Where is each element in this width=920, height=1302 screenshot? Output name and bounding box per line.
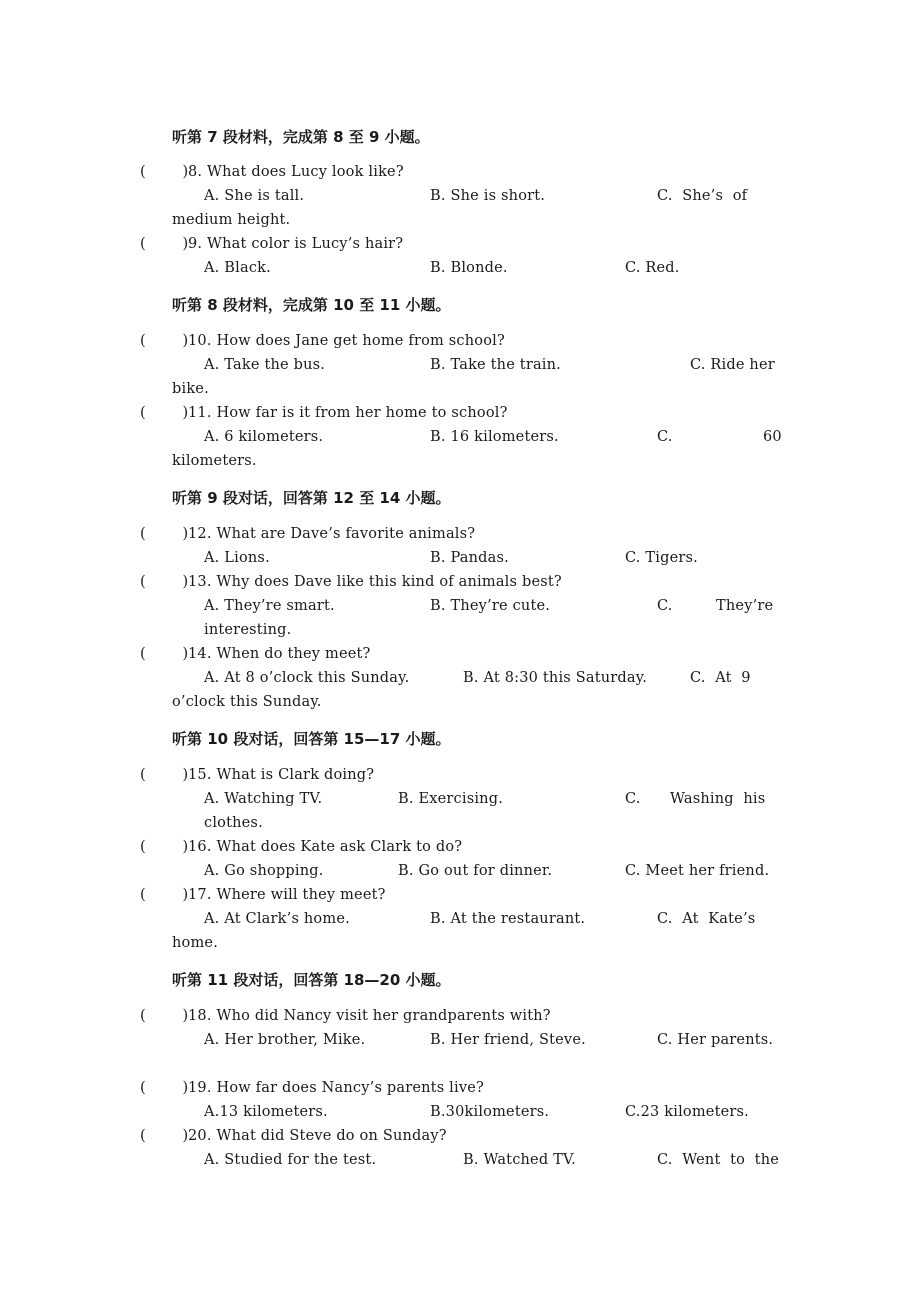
question-9-option-b: B. Blonde. [430, 260, 508, 276]
question-10-option-a: A. Take the bus. [204, 357, 326, 373]
question-13-stem: 13. Why does Dave like this kind of animals best? [188, 574, 562, 590]
question-8-option-b: B. She is short. [430, 188, 546, 204]
question-8-option-a: A. She is tall. [204, 188, 305, 204]
question-14-option-c-cont: o’clock this Sunday. [172, 694, 322, 710]
question-12-option-a: A. Lions. [204, 550, 270, 566]
answer-blank-15[interactable]: ( ) [140, 767, 189, 783]
question-17-option-b: B. At the restaurant. [430, 911, 586, 927]
question-18-option-b: B. Her friend, Steve. [430, 1032, 586, 1048]
question-14-option-c: C. At 9 [690, 670, 751, 686]
question-8-option-c-cont: medium height. [172, 212, 291, 228]
question-9-stem: 9. What color is Lucy’s hair? [188, 236, 404, 252]
question-16-stem: 16. What does Kate ask Clark to do? [188, 839, 463, 855]
question-13-option-a: A. They’re smart. [204, 598, 335, 614]
question-12-option-c: C. Tigers. [625, 550, 698, 566]
question-13-option-b: B. They’re cute. [430, 598, 551, 614]
question-20-stem: 20. What did Steve do on Sunday? [188, 1128, 447, 1144]
question-19-option-b: B.30kilometers. [430, 1104, 550, 1120]
question-17-option-a: A. At Clark’s home. [204, 911, 350, 927]
answer-blank-8[interactable]: ( ) [140, 164, 189, 180]
question-16-option-a: A. Go shopping. [204, 863, 324, 879]
question-9-option-a: A. Black. [204, 260, 271, 276]
question-19-option-c: C.23 kilometers. [625, 1104, 749, 1120]
question-9-option-c: C. Red. [625, 260, 680, 276]
question-15-option-b: B. Exercising. [398, 791, 504, 807]
answer-blank-16[interactable]: ( ) [140, 839, 189, 855]
question-10-stem: 10. How does Jane get home from school? [188, 333, 505, 349]
question-13-option-c: C. [657, 598, 673, 614]
answer-blank-14[interactable]: ( ) [140, 646, 189, 662]
question-13-option-c-text: They’re [716, 598, 774, 614]
question-18-option-a: A. Her brother, Mike. [204, 1032, 366, 1048]
question-20-option-c: C. Went to the [657, 1152, 780, 1168]
answer-blank-10[interactable]: ( ) [140, 333, 189, 349]
answer-blank-12[interactable]: ( ) [140, 526, 189, 542]
question-20-option-b: B. Watched TV. [463, 1152, 576, 1168]
question-14-option-b: B. At 8:30 this Saturday. [463, 670, 648, 686]
question-14-stem: 14. When do they meet? [188, 646, 371, 662]
question-20-option-a: A. Studied for the test. [204, 1152, 377, 1168]
question-11-option-c-cont: kilometers. [172, 453, 257, 469]
answer-blank-9[interactable]: ( ) [140, 236, 189, 252]
question-14-option-a: A. At 8 o’clock this Sunday. [204, 670, 410, 686]
question-10-option-c-cont: bike. [172, 381, 209, 397]
question-17-option-c: C. At Kate’s [657, 911, 756, 927]
question-11-option-a: A. 6 kilometers. [204, 429, 324, 445]
question-8-option-c: C. She’s of [657, 188, 748, 204]
question-13-option-c-cont: interesting. [204, 622, 292, 638]
answer-blank-18[interactable]: ( ) [140, 1008, 189, 1024]
answer-blank-11[interactable]: ( ) [140, 405, 189, 421]
question-17-stem: 17. Where will they meet? [188, 887, 386, 903]
question-17-option-c-cont: home. [172, 935, 219, 951]
question-10-option-b: B. Take the train. [430, 357, 561, 373]
question-15-option-a: A. Watching TV. [204, 791, 323, 807]
question-10-option-c: C. Ride her [690, 357, 775, 373]
section-heading-8: 听第 8 段材料，完成第 10 至 11 小题。 [172, 296, 451, 314]
question-18-stem: 18. Who did Nancy visit her grandparents with? [188, 1008, 551, 1024]
question-15-option-c: C. [625, 791, 641, 807]
question-11-option-b: B. 16 kilometers. [430, 429, 559, 445]
question-11-option-c-value: 60 [763, 429, 782, 445]
question-16-option-b: B. Go out for dinner. [398, 863, 553, 879]
question-19-option-a: A.13 kilometers. [204, 1104, 328, 1120]
answer-blank-13[interactable]: ( ) [140, 574, 189, 590]
question-18-option-c: C. Her parents. [657, 1032, 774, 1048]
section-heading-10: 听第 10 段对话，回答第 15—17 小题。 [172, 730, 451, 748]
question-11-option-c: C. [657, 429, 673, 445]
question-19-stem: 19. How far does Nancy’s parents live? [188, 1080, 484, 1096]
section-heading-11: 听第 11 段对话，回答第 18—20 小题。 [172, 971, 451, 989]
question-12-option-b: B. Pandas. [430, 550, 509, 566]
question-16-option-c: C. Meet her friend. [625, 863, 770, 879]
question-15-option-c-text: Washing his [670, 791, 766, 807]
answer-blank-17[interactable]: ( ) [140, 887, 189, 903]
question-11-stem: 11. How far is it from her home to school? [188, 405, 508, 421]
question-15-option-c-cont: clothes. [204, 815, 263, 831]
answer-blank-19[interactable]: ( ) [140, 1080, 189, 1096]
answer-blank-20[interactable]: ( ) [140, 1128, 189, 1144]
section-heading-7: 听第 7 段材料，完成第 8 至 9 小题。 [172, 128, 430, 146]
question-12-stem: 12. What are Dave’s favorite animals? [188, 526, 476, 542]
section-heading-9: 听第 9 段对话，回答第 12 至 14 小题。 [172, 489, 451, 507]
question-15-stem: 15. What is Clark doing? [188, 767, 375, 783]
question-8-stem: 8. What does Lucy look like? [188, 164, 404, 180]
